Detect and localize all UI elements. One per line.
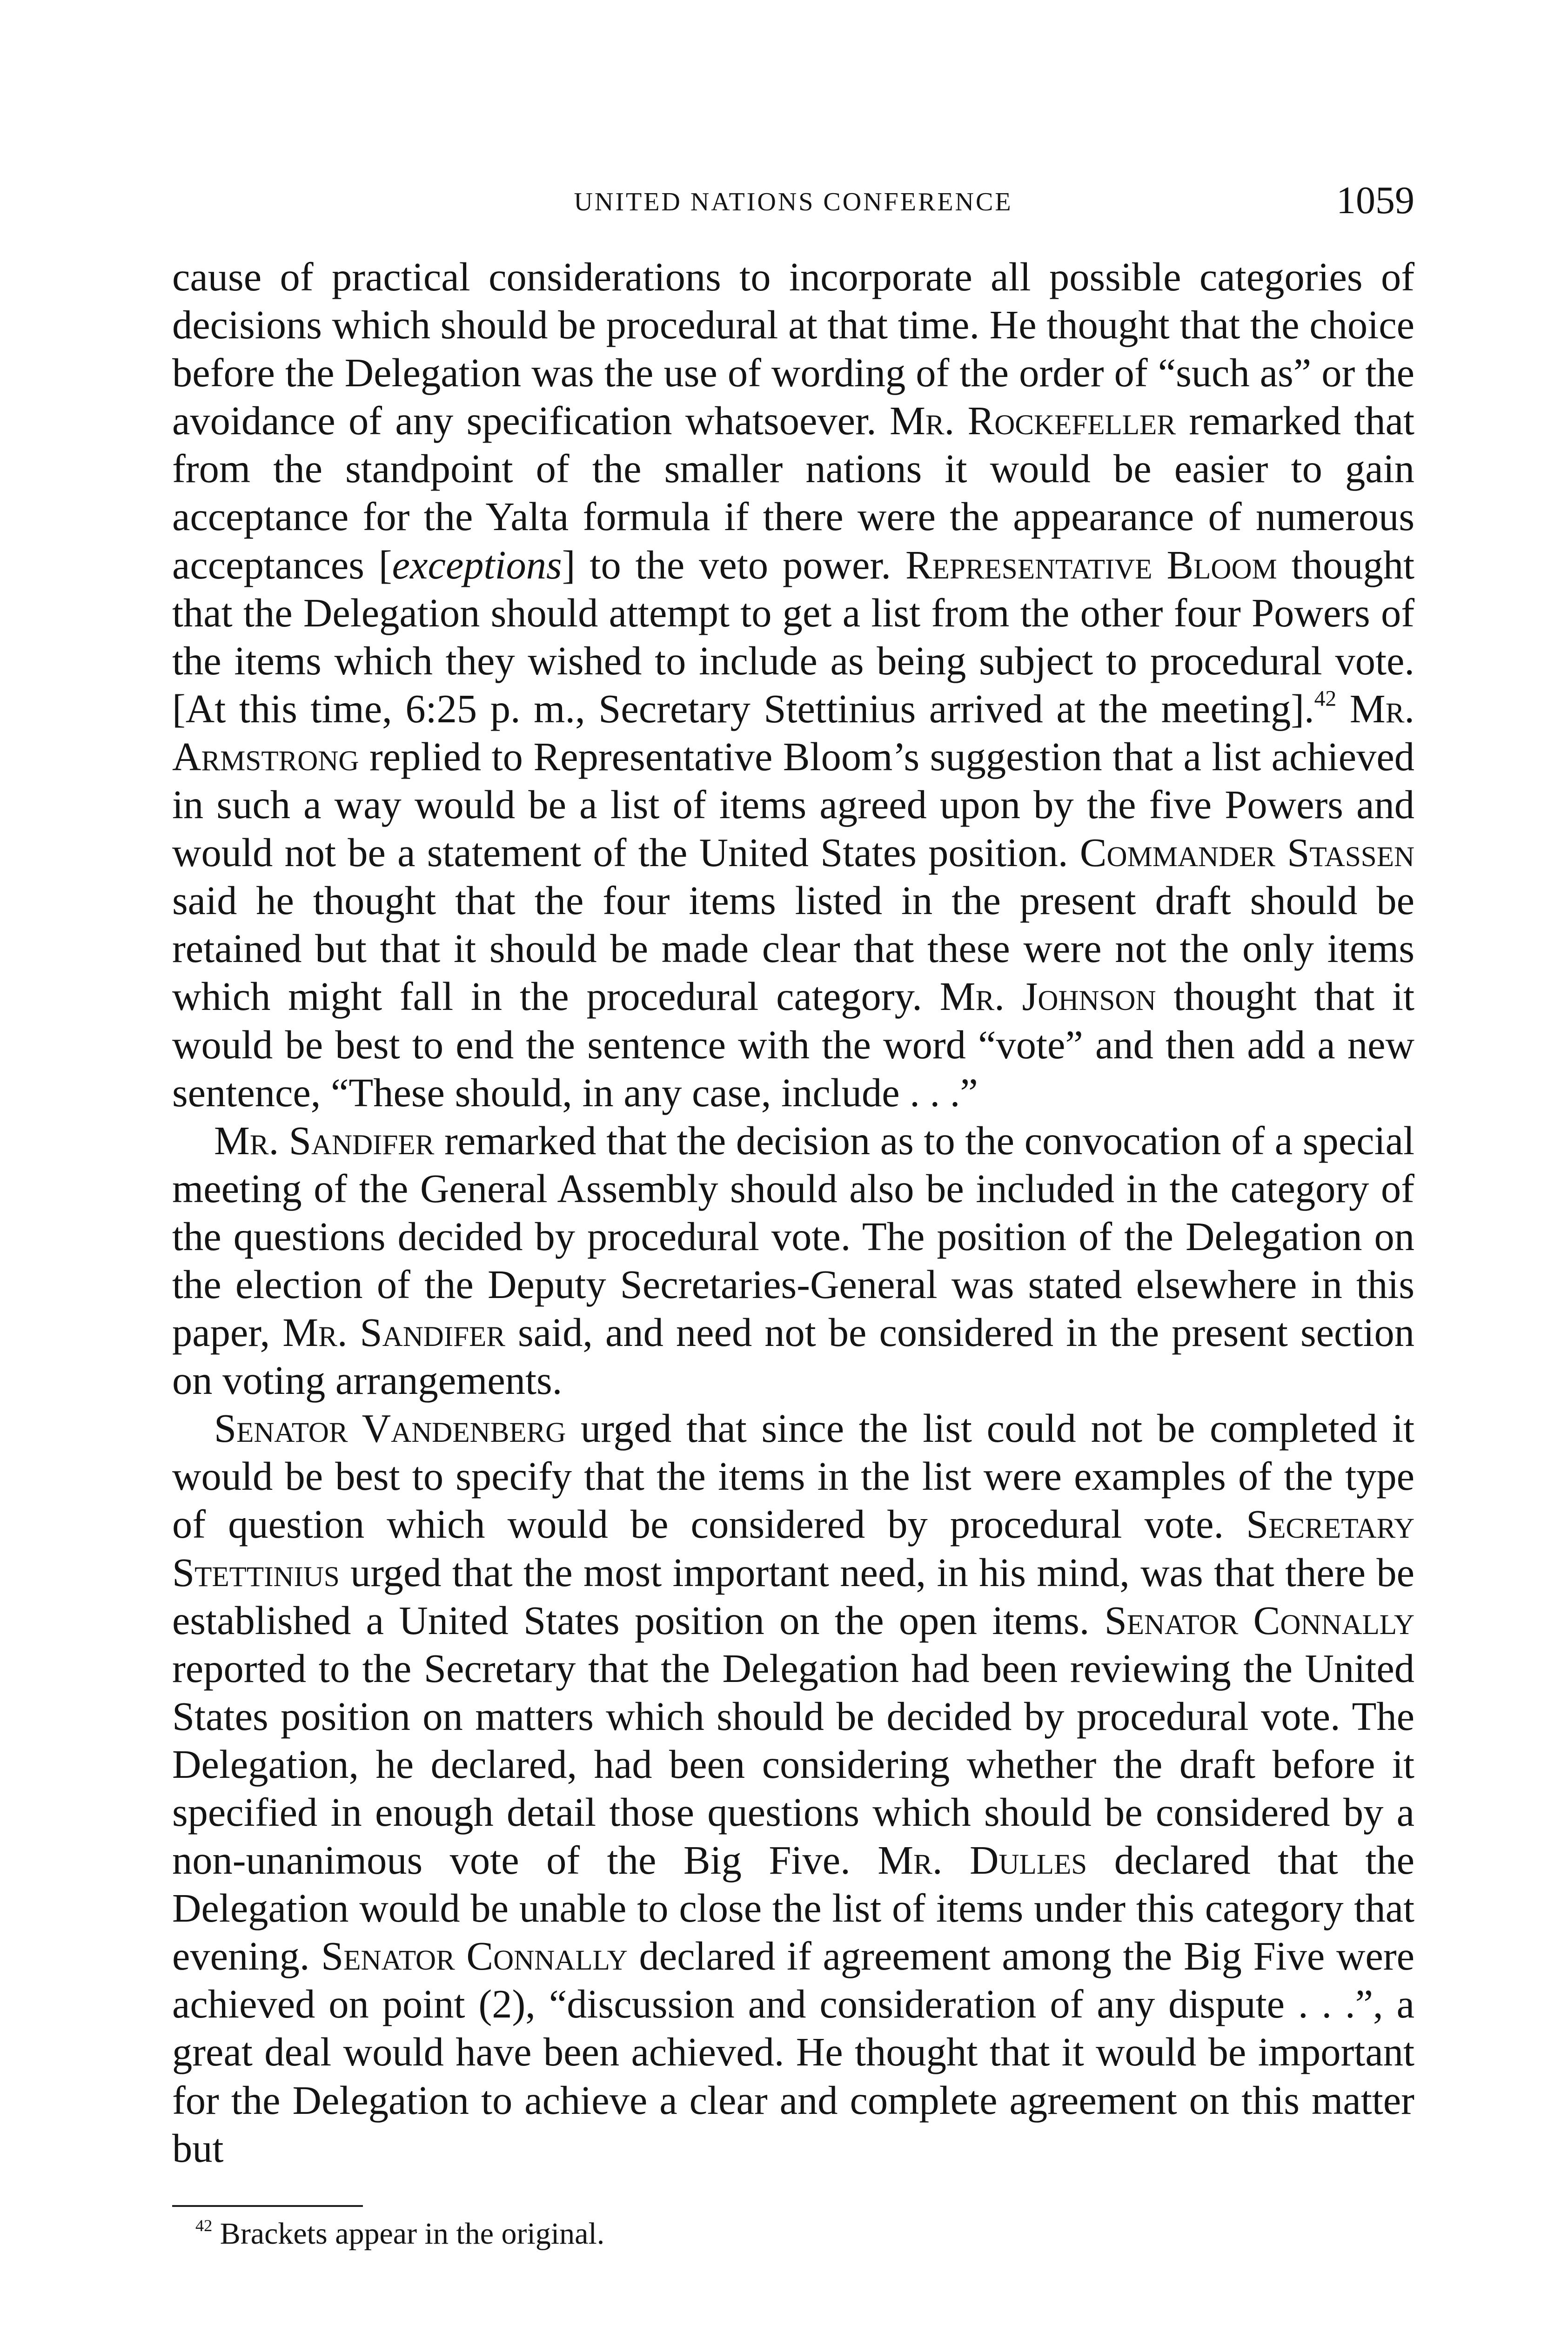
paragraph-3 xyxy=(172,1405,1414,2172)
speaker-name: Mr. Sandifer xyxy=(214,1118,435,1163)
running-head xyxy=(172,179,1414,233)
text-run: said, and need not be considered in the present section on voting arrangements. xyxy=(172,1310,1414,1403)
text-run: said he thought that the four items listed in the present draft should be retained but that it should be made clear that these were not the only items which might fall in the procedural category. xyxy=(172,878,1414,1019)
text-run: thought that the Delegation should attempt to get a list from the other four Powers of the items which they wished to include as being subject to procedural vote. [At this time, 6:25 p. m., Secretary Stettinius arrived at the meeting]. xyxy=(172,542,1414,731)
speaker-name: Senator Vandenberg xyxy=(214,1406,566,1451)
page-number: 1059 xyxy=(1336,179,1414,222)
text-run: declared that the Delegation would be unable to close the list of items under this category that evening. xyxy=(172,1838,1415,1979)
speaker-name: Mr. Sandifer xyxy=(282,1310,505,1355)
speaker-name: Commander Stassen xyxy=(1079,830,1415,875)
italic-text: exceptions xyxy=(392,542,562,587)
footnote xyxy=(195,2215,1414,2253)
speaker-name: Mr. Armstrong xyxy=(172,686,1415,779)
body-text xyxy=(172,253,1414,2172)
speaker-name: Senator Connally xyxy=(1104,1598,1414,1643)
text-run: urged that since the list could not be completed it would be best to specify that the items in the list were examples of the type of question which would be considered by procedural vote. xyxy=(172,1406,1414,1547)
speaker-name: Mr. Johnson xyxy=(939,974,1156,1019)
running-title: UNITED NATIONS CONFERENCE xyxy=(574,188,1013,216)
text-run: remarked that the decision as to the convocation of a special meeting of the General Assembly should also be included in the category of the questions decided by procedural vote. The position of the Delegation on the election of the Deputy Secretaries-General was stated elsewhere in this paper, xyxy=(172,1118,1414,1355)
footnote-marker: 42 xyxy=(195,2216,213,2235)
speaker-name: Representative Bloom xyxy=(905,542,1277,587)
text-run: cause of practical considerations to incorporate all possible categories of decisions which should be procedural at that time. He thought that the choice before the Delegation was the use of wording of the order of “such as” or the avoidance of any specification whatsoever. xyxy=(172,255,1414,444)
document-page xyxy=(172,179,1415,2253)
text-run: remarked that from the standpoint of the smaller nations it would be easier to gain acceptance for the Yalta formula if there were the appearance of numerous acceptances [ xyxy=(172,398,1415,587)
footnote-text: Brackets appear in the original. xyxy=(212,2216,605,2251)
text-run: urged that the most important need, in his mind, was that there be established a United States position on the open items. xyxy=(172,1550,1414,1643)
text-run: declared if agreement among the Big Five were achieved on point (2), “discussion and consideration of any dispute . . .”, a great deal would have been achieved. He thought that it would be important for the Delegation to achieve a clear and complete agreement on this matter but xyxy=(172,1934,1415,2171)
text-run: thought that it would be best to end the sentence with the word “vote” and then add a new sentence, “These should, in any case, include . . .” xyxy=(172,974,1414,1115)
paragraph-2 xyxy=(172,1117,1414,1405)
paragraph-1 xyxy=(172,253,1414,1117)
text-run: reported to the Secretary that the Delegation had been reviewing the United States position on matters which should be decided by procedural vote. The Delegation, he declared, had been considering whether the draft before it specified in enough detail those questions which should be considered by a non-unanimous vote of the Big Five. xyxy=(172,1646,1414,1883)
footnote-rule xyxy=(172,2205,363,2207)
text-run: replied to Representative Bloom’s suggestion that a list achieved in such a way would be a list of items agreed upon by the five Powers and would not be a statement of the United States position. xyxy=(172,734,1414,875)
speaker-name: Mr. Dulles xyxy=(878,1838,1087,1883)
text-run xyxy=(1336,686,1350,731)
speaker-name: Mr. Rockefeller xyxy=(890,398,1176,444)
speaker-name: Secretary Stettinius xyxy=(172,1502,1414,1595)
footnote-reference: 42 xyxy=(1314,686,1337,711)
speaker-name: Senator Connally xyxy=(321,1934,628,1979)
text-run: ] to the veto power. xyxy=(562,542,905,587)
